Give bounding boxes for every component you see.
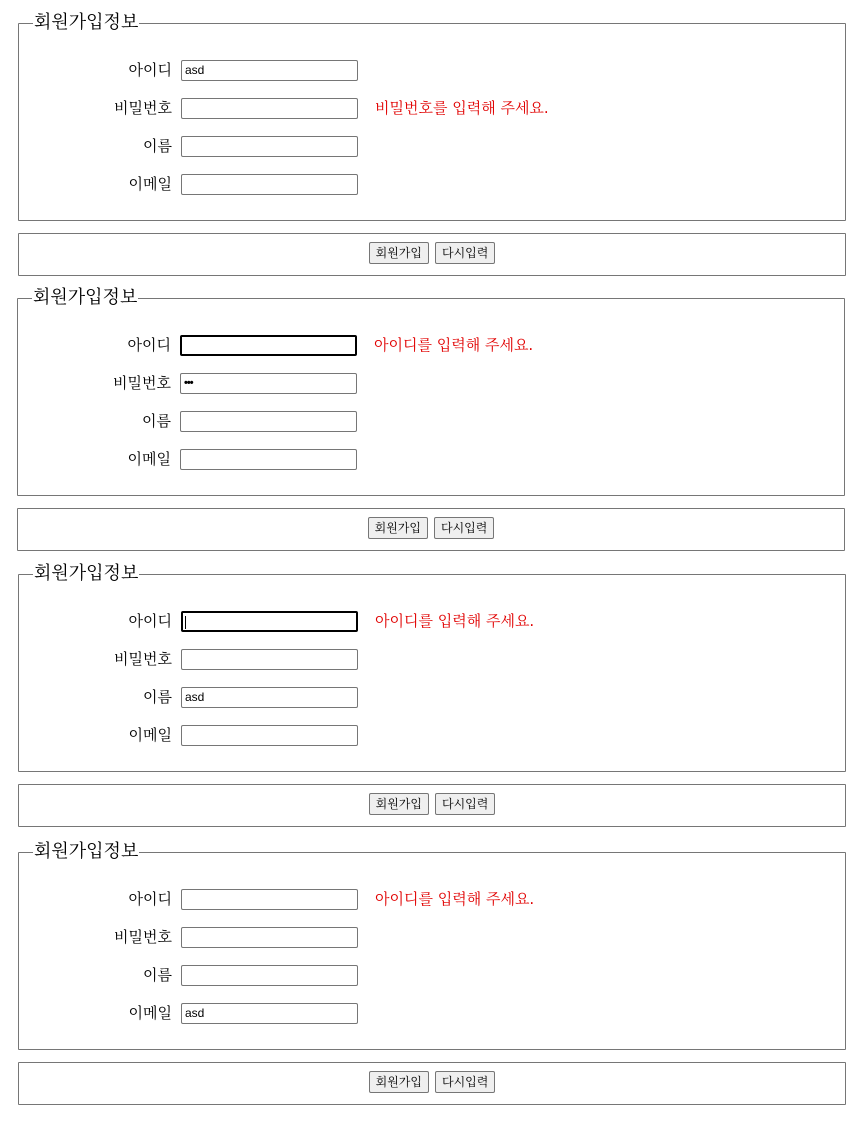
fieldset-legend: 회원가입정보 — [34, 12, 139, 33]
id-label: 아이디 — [128, 890, 172, 908]
name-row — [18, 964, 844, 986]
id-label: 아이디 — [128, 612, 172, 630]
id-row — [18, 888, 844, 910]
email-row — [18, 173, 844, 195]
email-label: 이메일 — [128, 1004, 172, 1022]
email-input[interactable] — [181, 174, 358, 195]
name-input[interactable]: asd — [181, 687, 358, 708]
password-row — [18, 97, 844, 119]
reset-button[interactable]: 다시입력 — [435, 793, 495, 815]
id-input[interactable] — [180, 335, 357, 356]
id-label: 아이디 — [127, 336, 171, 354]
email-row — [18, 1002, 844, 1024]
reset-button[interactable]: 다시입력 — [435, 1071, 495, 1093]
id-error-message: 아이디를 입력해 주세요. — [374, 336, 534, 354]
id-error-message: 아이디를 입력해 주세요. — [375, 890, 535, 908]
signup-button[interactable]: 회원가입 — [369, 1071, 429, 1093]
password-row — [17, 372, 843, 394]
email-row — [17, 448, 843, 470]
email-input[interactable]: asd — [181, 1003, 358, 1024]
name-label: 이름 — [142, 412, 171, 430]
button-bar — [17, 508, 845, 551]
id-row — [18, 610, 844, 632]
signup-button[interactable]: 회원가입 — [369, 242, 429, 264]
name-row — [18, 686, 844, 708]
password-label: 비밀번호 — [114, 928, 172, 946]
id-error-message: 아이디를 입력해 주세요. — [375, 612, 535, 630]
id-row — [17, 334, 843, 356]
name-row — [17, 410, 843, 432]
reset-button[interactable]: 다시입력 — [435, 242, 495, 264]
text-caret — [185, 616, 186, 629]
password-row — [18, 648, 844, 670]
email-label: 이메일 — [128, 726, 172, 744]
button-bar — [18, 233, 846, 276]
signup-button[interactable]: 회원가입 — [368, 517, 428, 539]
password-input[interactable] — [181, 98, 358, 119]
fieldset-legend: 회원가입정보 — [34, 563, 139, 584]
password-row — [18, 926, 844, 948]
email-input[interactable] — [181, 725, 358, 746]
id-input[interactable] — [181, 889, 358, 910]
name-row — [18, 135, 844, 157]
email-label: 이메일 — [128, 175, 172, 193]
id-input[interactable]: asd — [181, 60, 358, 81]
reset-button[interactable]: 다시입력 — [434, 517, 494, 539]
password-label: 비밀번호 — [114, 99, 172, 117]
password-input[interactable] — [181, 649, 358, 670]
password-input[interactable]: ••• — [180, 373, 357, 394]
name-label: 이름 — [143, 137, 172, 155]
name-label: 이름 — [143, 688, 172, 706]
password-label: 비밀번호 — [113, 374, 171, 392]
email-label: 이메일 — [127, 450, 171, 468]
signup-button[interactable]: 회원가입 — [369, 793, 429, 815]
fieldset-legend: 회원가입정보 — [33, 287, 138, 308]
name-input[interactable] — [181, 965, 358, 986]
id-row — [18, 59, 844, 81]
password-label: 비밀번호 — [114, 650, 172, 668]
password-input[interactable] — [181, 927, 358, 948]
name-input[interactable] — [181, 136, 358, 157]
name-input[interactable] — [180, 411, 357, 432]
name-label: 이름 — [143, 966, 172, 984]
password-error-message: 비밀번호를 입력해 주세요. — [375, 99, 549, 117]
email-row — [18, 724, 844, 746]
id-label: 아이디 — [128, 61, 172, 79]
button-bar — [18, 784, 846, 827]
email-input[interactable] — [180, 449, 357, 470]
id-input[interactable] — [181, 611, 358, 632]
button-bar — [18, 1062, 846, 1105]
fieldset-legend: 회원가입정보 — [34, 841, 139, 862]
